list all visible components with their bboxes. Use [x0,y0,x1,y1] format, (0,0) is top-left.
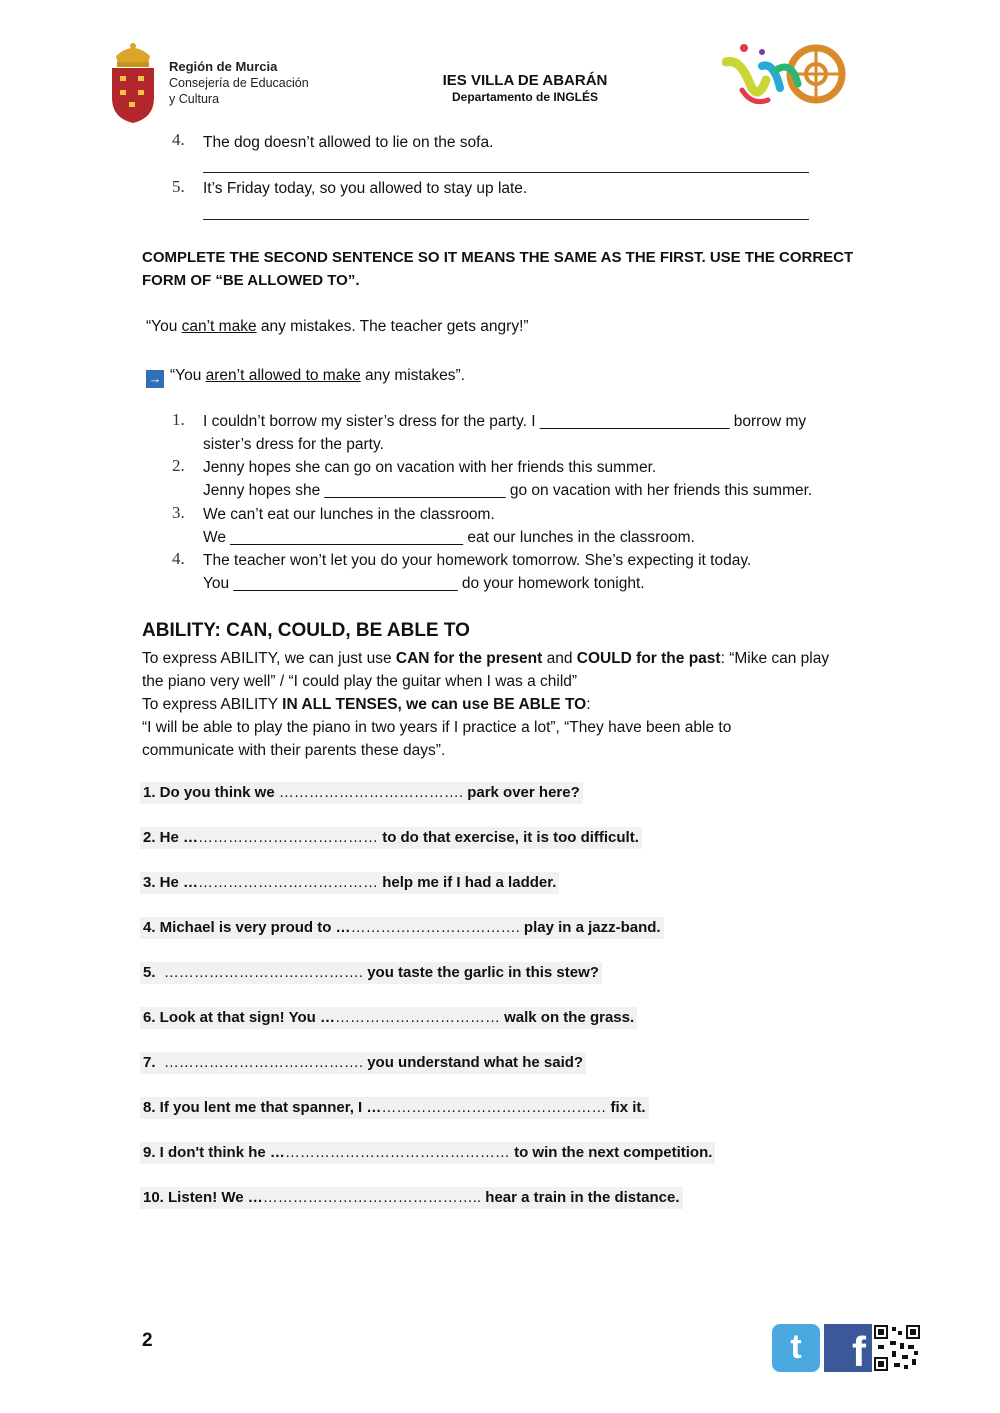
exercise-text: 6. Look at that sign! You … [143,1009,335,1026]
arrow-right-icon: → [146,370,164,388]
answer-blank: ………………………………. [278,784,464,801]
region-murcia-shield-logo [108,38,158,124]
answer-blank: ……………………………. [350,919,520,936]
example-text: “You [146,318,182,335]
exercise-row[interactable] [140,1142,715,1164]
instruction-line1: COMPLETE THE SECOND SENTENCE SO IT MEANS THE SAME AS THE FIRST. USE THE CORRECT [142,249,854,266]
exercise-row[interactable] [140,1052,586,1074]
item-line: You __________________________ do your homework tonight. [203,575,645,592]
example-text: any mistakes”. [360,367,465,384]
exercise-text: 8. If you lent me that spanner, I … [143,1099,382,1116]
school-heading [405,72,645,105]
exercise-text: 4. Michael is very proud to … [143,919,351,936]
item-number: 5. [172,177,185,196]
instruction-line2: FORM OF “BE ALLOWED TO”. [142,272,360,289]
school-name: IES VILLA DE ABARÁN [442,72,608,89]
region-line2: Consejería de Educación [169,76,309,90]
exercise-row[interactable] [140,962,602,984]
item-line: Jenny hopes she _____________________ go on vacation with her friends this summer. [203,482,813,499]
exercise-text: fix it. [606,1099,646,1116]
exercise-text: 1. Do you think we [143,784,279,801]
exercise-row[interactable] [140,1187,683,1209]
explanation-text: : “Mike can play [720,650,830,667]
exercise-text: 2. He … [143,829,199,846]
section-title: ABILITY: CAN, COULD, BE ABLE TO [142,620,470,641]
exercise-row[interactable] [140,872,559,894]
answer-line[interactable] [203,172,809,173]
item-text: It’s Friday today, so you allowed to stay up late. [203,180,528,197]
answer-blank: ……………………………………… [381,1099,607,1116]
exercise-text: walk on the grass. [499,1009,635,1026]
explanation-text: : [586,696,591,713]
region-line1: Región de Murcia [169,59,278,74]
answer-blank: ……………………………………… [284,1144,510,1161]
item-text: The dog doesn’t allowed to lie on the sofa. [203,134,494,151]
explanation-text: the piano very well” / “I could play the guitar when I was a child” [142,673,578,690]
exercise-text: 10. Listen! We … [143,1189,263,1206]
exercise-text: help me if I had a ladder. [378,874,557,891]
answer-blank: …………………………………. [163,964,364,981]
item-number: 2. [172,456,185,475]
item-number: 4. [172,549,185,568]
list-item [203,503,695,549]
exercise-text: 3. He … [143,874,199,891]
explanation-text: and [542,650,577,667]
item-number: 4. [172,130,185,149]
page-number: 2 [142,1330,153,1351]
twitter-icon[interactable]: t [772,1324,820,1372]
exercise-text: play in a jazz-band. [519,919,661,936]
explanation-text: To express ABILITY, we can just use [142,650,396,667]
department-name: Departamento de INGLÉS [451,90,599,104]
region-name [169,59,309,107]
explanation-text: To express ABILITY [142,696,283,713]
item-line: I couldn’t borrow my sister’s dress for the party. I ______________________ borrow my [203,413,807,430]
exercise-row[interactable] [140,1097,649,1119]
exercise-row[interactable] [140,917,664,939]
item-line: sister’s dress for the party. [203,436,384,453]
item-line: We can’t eat our lunches in the classroom. [203,506,495,523]
region-line3: y Cultura [169,92,220,106]
explanation-text: communicate with their parents these days”. [142,742,446,759]
explanation-bold: CAN for the present [395,650,543,667]
exercise-row[interactable] [140,782,583,804]
explanation-text: “I will be able to play the piano in two years if I practice a lot”, “They have been able to [142,719,732,736]
qr-code-icon[interactable] [874,1325,920,1371]
exercise-text: to do that exercise, it is too difficult. [378,829,639,846]
facebook-icon[interactable]: f [824,1324,872,1372]
exercise-text: hear a train in the distance. [481,1189,680,1206]
list-item [203,410,806,456]
part2-instruction [142,246,853,292]
item-line: We ___________________________ eat our lunches in the classroom. [203,529,695,546]
item-line: The teacher won’t let you do your homework tomorrow. She’s expecting it today. [203,552,752,569]
exercise-text: 5. [143,964,164,981]
list-item [203,456,812,502]
answer-blank: ……………………………… [198,874,379,891]
list-item [203,549,751,595]
item-number: 3. [172,503,185,522]
item-line: Jenny hopes she can go on vacation with her friends this summer. [203,459,657,476]
example-underlined: can’t make [181,318,257,335]
example-underlined: aren’t allowed to make [205,367,361,384]
answer-blank: …………………………………. [163,1054,364,1071]
answer-blank: …………………………………….. [262,1189,482,1206]
example-answer [146,364,465,388]
grammar-explanation [142,647,882,762]
exercise-row[interactable] [140,827,642,849]
exercise-text: you understand what he said? [363,1054,584,1071]
school-logo [722,40,850,112]
example-text: any mistakes. The teacher gets angry!” [256,318,529,335]
answer-line[interactable] [203,219,809,220]
exercise-row[interactable] [140,1007,637,1029]
item-number: 1. [172,410,185,429]
explanation-bold: IN ALL TENSES, we can use BE ABLE TO [282,696,587,713]
exercise-text: 7. [143,1054,164,1071]
example-text: “You [170,367,206,384]
example-original [146,315,529,338]
answer-blank: …………………………… [334,1009,500,1026]
exercise-text: you taste the garlic in this stew? [363,964,599,981]
answer-blank: ……………………………… [198,829,379,846]
explanation-bold: COULD for the past [576,650,721,667]
exercise-text: park over here? [463,784,580,801]
exercise-text: to win the next competition. [509,1144,713,1161]
exercise-text: 9. I don't think he … [143,1144,285,1161]
